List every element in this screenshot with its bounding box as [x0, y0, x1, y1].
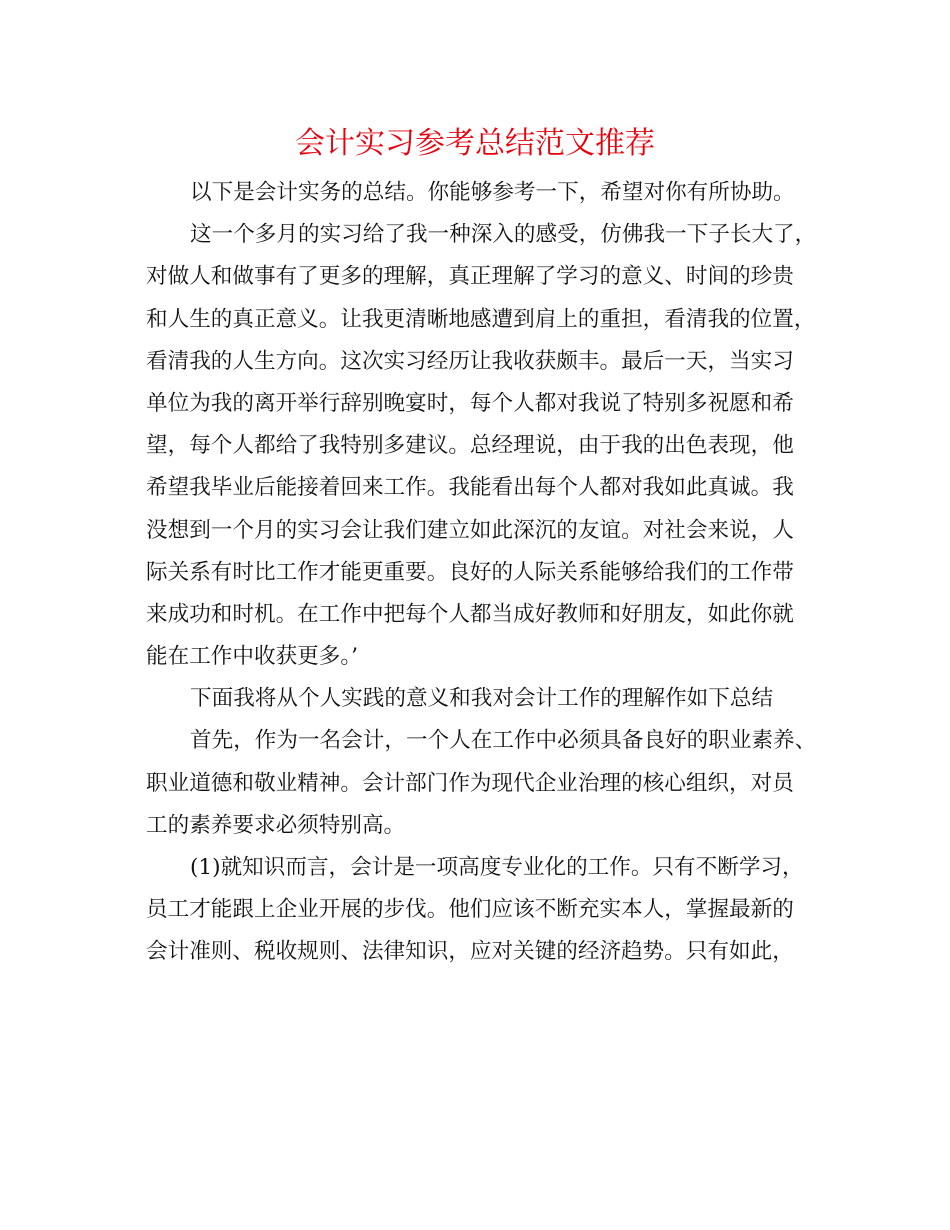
paragraph-line: 员工才能跟上企业开展的步伐。他们应该不断充实本人，掌握最新的 — [146, 897, 794, 923]
paragraph-line: 和人生的真正意义。让我更清晰地感遭到肩上的重担，看清我的位置， — [146, 306, 816, 332]
paragraph-line: 单位为我的离开举行辞别晚宴时，每个人都对我说了特别多祝愿和希 — [146, 390, 794, 416]
paragraph-line: 工的素养要求必须特别高。 — [146, 812, 406, 838]
paragraph-line: 职业道德和敬业精神。会计部门作为现代企业治理的核心组织，对员 — [146, 770, 794, 796]
paragraph-line: 望，每个人都给了我特别多建议。总经理说，由于我的出色表现，他 — [146, 433, 794, 459]
paragraph-line: 会计准则、税收规则、法律知识，应对关键的经济趋势。只有如此， — [146, 939, 794, 965]
paragraph-line: 能在工作中收获更多。’ — [146, 644, 359, 670]
document-title: 会计实习参考总结范文推荐 — [295, 126, 655, 161]
paragraph-line: 以下是会计实务的总结。你能够参考一下，希望对你有所协助。 — [190, 180, 795, 205]
paragraph-line: 这一个多月的实习给了我一种深入的感受，仿佛我一下子长大了， — [190, 222, 817, 248]
paragraph-line: 来成功和时机。在工作中把每个人都当成好教师和好朋友，如此你就 — [146, 601, 794, 627]
paragraph-line: (1)就知识而言，会计是一项高度专业化的工作。只有不断学习， — [190, 855, 804, 880]
paragraph-line: 下面我将从个人实践的意义和我对会计工作的理解作如下总结 — [190, 686, 774, 712]
paragraph-line: 希望我毕业后能接着回来工作。我能看出每个人都对我如此真诚。我 — [146, 475, 794, 501]
paragraph-line: 没想到一个月的实习会让我们建立如此深沉的友谊。对社会来说，人 — [146, 517, 794, 543]
paragraph-line: 际关系有时比工作才能更重要。良好的人际关系能够给我们的工作带 — [146, 559, 794, 585]
document-body — [146, 172, 817, 974]
paragraph-line: 看清我的人生方向。这次实习经历让我收获颇丰。最后一天，当实习 — [146, 348, 794, 374]
paragraph-line: 对做人和做事有了更多的理解，真正理解了学习的意义、时间的珍贵 — [146, 264, 794, 290]
paragraph-line: 首先，作为一名会计，一个人在工作中必须具备良好的职业素养、 — [190, 728, 817, 754]
